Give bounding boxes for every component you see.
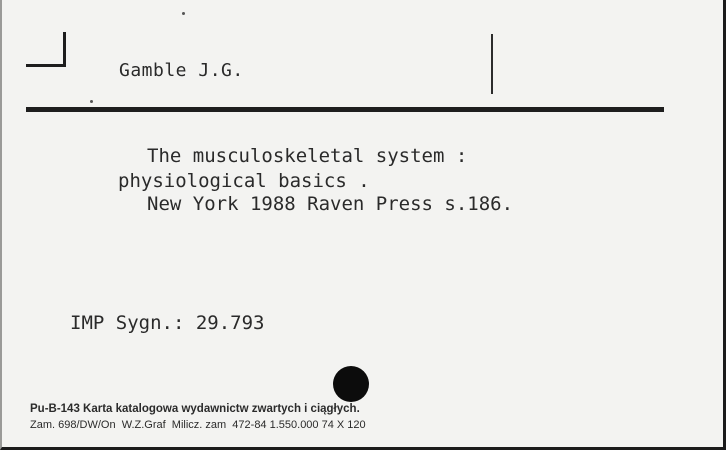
footer-form-title: Pu-B-143 Karta katalogowa wydawnictw zwartych i ciągłych. <box>30 403 360 415</box>
title-line-1: The musculoskeletal system : <box>147 145 468 167</box>
heading-rule <box>26 107 664 112</box>
ink-speck <box>182 12 185 15</box>
corner-mark-horizontal <box>26 64 66 67</box>
shelfmark: IMP Sygn.: 29.793 <box>70 312 265 334</box>
column-divider <box>491 34 493 94</box>
footer-print-info: Zam. 698/DW/On W.Z.Graf Milicz. zam 472-84 1.550.000 74 X 120 <box>30 419 366 431</box>
title-line-2: physiological basics . <box>118 170 370 192</box>
corner-mark-vertical <box>63 32 66 67</box>
imprint-line: New York 1988 Raven Press s.186. <box>147 193 514 215</box>
ink-speck <box>90 100 93 103</box>
punch-hole <box>333 366 369 402</box>
author-heading: Gamble J.G. <box>119 60 244 81</box>
